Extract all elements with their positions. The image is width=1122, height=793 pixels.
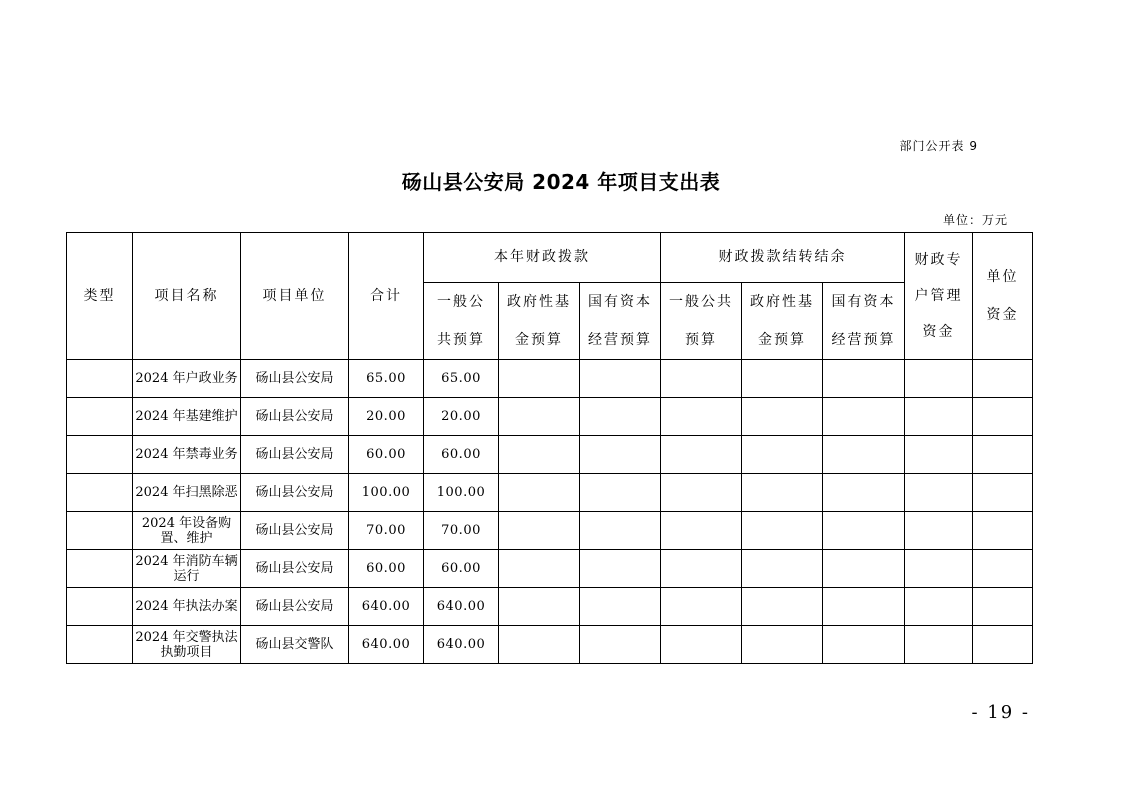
cell-cy-gov-fund	[499, 474, 580, 512]
col-header-co-general-line2: 预算	[685, 332, 718, 348]
table-row	[67, 474, 1033, 512]
project-expenditure-table	[66, 232, 1033, 664]
cell-cy-state-capital	[580, 474, 661, 512]
cell-co-state-capital	[823, 360, 905, 398]
cell-type	[67, 512, 133, 550]
col-header-cy-general-line1: 一般公	[437, 294, 485, 310]
table-number: 部门公开表 9	[899, 139, 978, 153]
cell-co-gov-fund	[742, 550, 823, 588]
cell-project-name: 2024 年消防车辆运行	[133, 550, 241, 588]
table-header	[67, 233, 1033, 360]
cell-type	[67, 360, 133, 398]
table-row	[67, 588, 1033, 626]
col-header-total: 合计	[349, 233, 424, 360]
cell-co-state-capital	[823, 398, 905, 436]
col-header-special-account-line3: 资金	[922, 324, 955, 340]
cell-cy-general: 640.00	[424, 626, 499, 664]
cell-project-unit: 砀山县公安局	[241, 512, 349, 550]
table-body	[67, 360, 1033, 664]
cell-project-unit: 砀山县公安局	[241, 550, 349, 588]
col-header-cy-gov-fund-line2: 金预算	[515, 332, 563, 348]
cell-co-general	[661, 360, 742, 398]
col-header-co-gov-fund-line1: 政府性基	[750, 294, 815, 310]
cell-unit-funds	[973, 360, 1033, 398]
cell-project-unit: 砀山县公安局	[241, 398, 349, 436]
table-row	[67, 512, 1033, 550]
col-header-unit-funds-line2: 资金	[986, 307, 1019, 323]
col-header-co-gov-fund	[742, 283, 823, 360]
col-header-unit-funds-line1: 单位	[986, 269, 1019, 285]
page-title: 砀山县公安局 2024 年项目支出表	[401, 170, 721, 194]
cell-co-gov-fund	[742, 398, 823, 436]
cell-project-unit: 砀山县公安局	[241, 588, 349, 626]
cell-co-gov-fund	[742, 360, 823, 398]
col-header-cy-state-capital	[580, 283, 661, 360]
cell-cy-gov-fund	[499, 588, 580, 626]
col-header-cy-gov-fund-line1: 政府性基	[507, 294, 571, 310]
cell-unit-funds	[973, 626, 1033, 664]
cell-type	[67, 436, 133, 474]
cell-co-gov-fund	[742, 474, 823, 512]
table-row	[67, 360, 1033, 398]
col-header-co-gov-fund-line2: 金预算	[758, 332, 807, 348]
cell-unit-funds	[973, 474, 1033, 512]
cell-cy-gov-fund	[499, 550, 580, 588]
cell-total: 640.00	[349, 626, 424, 664]
cell-project-name: 2024 年禁毒业务	[133, 436, 241, 474]
col-header-co-state-capital-line1: 国有资本	[831, 294, 896, 310]
cell-co-general	[661, 398, 742, 436]
cell-cy-general: 640.00	[424, 588, 499, 626]
col-header-unit-funds	[973, 233, 1033, 360]
cell-type	[67, 588, 133, 626]
cell-special-account	[905, 398, 973, 436]
col-header-special-account-line1: 财政专	[914, 252, 963, 268]
unit-label: 单位：万元	[942, 213, 1008, 227]
cell-co-gov-fund	[742, 512, 823, 550]
cell-cy-gov-fund	[499, 360, 580, 398]
cell-cy-general: 20.00	[424, 398, 499, 436]
cell-project-name: 2024 年基建维护	[133, 398, 241, 436]
cell-total: 60.00	[349, 550, 424, 588]
col-header-cy-state-capital-line1: 国有资本	[588, 294, 652, 310]
cell-total: 65.00	[349, 360, 424, 398]
cell-co-state-capital	[823, 588, 905, 626]
cell-total: 20.00	[349, 398, 424, 436]
cell-co-state-capital	[823, 626, 905, 664]
table-row	[67, 550, 1033, 588]
cell-cy-general: 60.00	[424, 436, 499, 474]
cell-co-general	[661, 512, 742, 550]
cell-special-account	[905, 474, 973, 512]
cell-cy-gov-fund	[499, 436, 580, 474]
cell-unit-funds	[973, 550, 1033, 588]
col-header-co-state-capital-line2: 经营预算	[831, 332, 896, 348]
cell-project-name: 2024 年交警执法执勤项目	[133, 626, 241, 664]
page-number: - 19 -	[971, 702, 1030, 723]
cell-cy-gov-fund	[499, 626, 580, 664]
cell-special-account	[905, 436, 973, 474]
cell-cy-general: 60.00	[424, 550, 499, 588]
cell-special-account	[905, 550, 973, 588]
cell-co-state-capital	[823, 550, 905, 588]
cell-co-state-capital	[823, 474, 905, 512]
table-row	[67, 398, 1033, 436]
cell-project-unit: 砀山县公安局	[241, 360, 349, 398]
col-header-co-state-capital	[823, 283, 905, 360]
cell-project-name: 2024 年户政业务	[133, 360, 241, 398]
col-group-carryover: 财政拨款结转结余	[661, 233, 905, 283]
cell-cy-general: 70.00	[424, 512, 499, 550]
cell-cy-state-capital	[580, 398, 661, 436]
cell-project-name: 2024 年执法办案	[133, 588, 241, 626]
cell-co-general	[661, 626, 742, 664]
col-header-type: 类型	[67, 233, 133, 360]
col-header-co-general	[661, 283, 742, 360]
cell-co-general	[661, 588, 742, 626]
table-row	[67, 626, 1033, 664]
cell-project-unit: 砀山县交警队	[241, 626, 349, 664]
cell-co-general	[661, 474, 742, 512]
col-header-co-general-line1: 一般公共	[669, 294, 734, 310]
col-header-project-unit: 项目单位	[241, 233, 349, 360]
cell-cy-state-capital	[580, 626, 661, 664]
cell-project-name: 2024 年设备购置、维护	[133, 512, 241, 550]
cell-co-gov-fund	[742, 436, 823, 474]
cell-cy-general: 100.00	[424, 474, 499, 512]
cell-project-unit: 砀山县公安局	[241, 436, 349, 474]
cell-unit-funds	[973, 398, 1033, 436]
cell-co-gov-fund	[742, 588, 823, 626]
cell-cy-general: 65.00	[424, 360, 499, 398]
cell-cy-state-capital	[580, 550, 661, 588]
cell-unit-funds	[973, 436, 1033, 474]
col-header-cy-state-capital-line2: 经营预算	[588, 332, 652, 348]
cell-special-account	[905, 360, 973, 398]
cell-co-general	[661, 436, 742, 474]
cell-type	[67, 398, 133, 436]
table-row	[67, 436, 1033, 474]
cell-project-name: 2024 年扫黑除恶	[133, 474, 241, 512]
col-group-current-year: 本年财政拨款	[424, 233, 661, 283]
col-header-cy-general	[424, 283, 499, 360]
cell-co-gov-fund	[742, 626, 823, 664]
cell-special-account	[905, 512, 973, 550]
cell-project-unit: 砀山县公安局	[241, 474, 349, 512]
cell-co-general	[661, 550, 742, 588]
cell-special-account	[905, 588, 973, 626]
cell-type	[67, 550, 133, 588]
cell-unit-funds	[973, 512, 1033, 550]
col-header-cy-gov-fund	[499, 283, 580, 360]
col-header-special-account-line2: 户管理	[914, 288, 963, 304]
cell-total: 640.00	[349, 588, 424, 626]
col-header-project-name: 项目名称	[133, 233, 241, 360]
cell-special-account	[905, 626, 973, 664]
col-header-cy-general-line2: 共预算	[437, 332, 485, 348]
cell-cy-state-capital	[580, 360, 661, 398]
cell-type	[67, 626, 133, 664]
cell-cy-gov-fund	[499, 398, 580, 436]
cell-cy-state-capital	[580, 436, 661, 474]
cell-cy-state-capital	[580, 588, 661, 626]
cell-co-state-capital	[823, 436, 905, 474]
cell-co-state-capital	[823, 512, 905, 550]
cell-unit-funds	[973, 588, 1033, 626]
cell-cy-gov-fund	[499, 512, 580, 550]
cell-cy-state-capital	[580, 512, 661, 550]
cell-total: 60.00	[349, 436, 424, 474]
cell-total: 70.00	[349, 512, 424, 550]
col-header-special-account	[905, 233, 973, 360]
cell-type	[67, 474, 133, 512]
cell-total: 100.00	[349, 474, 424, 512]
